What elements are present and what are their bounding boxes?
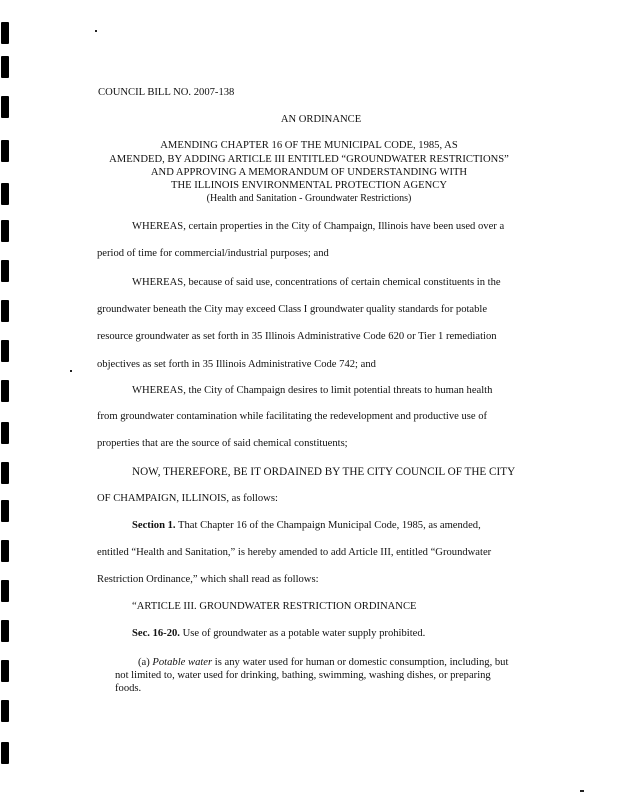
body-line: WHEREAS, because of said use, concentrations of certain chemical constituents in the <box>132 277 501 288</box>
binder-hole-mark <box>1 422 9 444</box>
definition-a-marker: (a) <box>138 657 153 668</box>
definition-a-line: foods. <box>115 683 142 694</box>
binder-hole-mark <box>1 700 9 722</box>
body-line: period of time for commercial/industrial purposes; and <box>97 248 329 259</box>
scan-speck <box>580 790 584 792</box>
definition-a-line <box>138 657 508 669</box>
body-line: WHEREAS, the City of Champaign desires to limit potential threats to human health <box>132 385 493 396</box>
binder-hole-mark <box>1 500 9 522</box>
section-1-label: Section 1. <box>132 520 176 531</box>
binder-hole-mark <box>1 220 9 242</box>
binder-hole-mark <box>1 380 9 402</box>
body-line: groundwater beneath the City may exceed Class I groundwater quality standards for potable <box>97 304 488 315</box>
binder-hole-mark <box>1 260 9 282</box>
binder-hole-mark <box>1 340 9 362</box>
binder-hole-mark <box>1 580 9 602</box>
binder-hole-mark <box>1 620 9 642</box>
title-line-1: AMENDING CHAPTER 16 OF THE MUNICIPAL CODE, 1985, AS <box>160 140 458 151</box>
binder-hole-mark <box>1 742 9 764</box>
body-line: resource groundwater as set forth in 35 Illinois Administrative Code 620 or Tier 1 remediation <box>97 331 497 342</box>
definition-a-term: Potable water <box>152 657 213 668</box>
binder-hole-mark <box>1 22 9 44</box>
body-line: OF CHAMPAIGN, ILLINOIS, as follows: <box>97 493 278 504</box>
sec-16-20-line <box>132 628 425 640</box>
sec-16-20-text: Use of groundwater as a potable water supply prohibited. <box>179 628 426 639</box>
title-line-4: THE ILLINOIS ENVIRONMENTAL PROTECTION AGENCY <box>171 180 447 191</box>
title-line-3: AND APPROVING A MEMORANDUM OF UNDERSTANDING WITH <box>150 167 468 178</box>
title-line-2: AMENDED, BY ADDING ARTICLE III ENTITLED “GROUNDWATER RESTRICTIONS” <box>109 154 509 165</box>
definition-a-line: not limited to, water used for drinking, bathing, swimming, washing dishes, or preparing <box>115 670 491 681</box>
article-heading: “ARTICLE III. GROUNDWATER RESTRICTION ORDINANCE <box>132 601 417 612</box>
definition-a-text: is any water used for human or domestic consumption, including, but <box>212 657 509 668</box>
body-line: objectives as set forth in 35 Illinois Administrative Code 742; and <box>97 359 376 370</box>
binder-hole-mark <box>1 56 9 78</box>
scan-speck <box>95 30 97 32</box>
section-1-line <box>132 520 481 532</box>
title-subtitle: (Health and Sanitation - Groundwater Restrictions) <box>206 193 412 204</box>
binder-hole-mark <box>1 660 9 682</box>
body-line: NOW, THEREFORE, BE IT ORDAINED BY THE CITY COUNCIL OF THE CITY <box>132 466 516 478</box>
section-1-line: Restriction Ordinance,” which shall read as follows: <box>97 574 319 585</box>
binder-hole-mark <box>1 462 9 484</box>
sec-16-20-label: Sec. 16-20. <box>132 628 180 639</box>
body-line: properties that are the source of said chemical constituents; <box>97 438 348 449</box>
binder-hole-mark <box>1 300 9 322</box>
section-1-line: entitled “Health and Sanitation,” is hereby amended to add Article III, entitled “Groundwater <box>97 547 492 558</box>
ordinance-heading: AN ORDINANCE <box>280 114 362 125</box>
section-1-text: That Chapter 16 of the Champaign Municipal Code, 1985, as amended, <box>175 520 481 531</box>
bill-number: COUNCIL BILL NO. 2007-138 <box>98 87 235 98</box>
binder-hole-mark <box>1 540 9 562</box>
scan-speck <box>70 370 72 372</box>
body-line: WHEREAS, certain properties in the City of Champaign, Illinois have been used over a <box>132 221 505 232</box>
body-line: from groundwater contamination while facilitating the redevelopment and productive use of <box>97 411 488 422</box>
